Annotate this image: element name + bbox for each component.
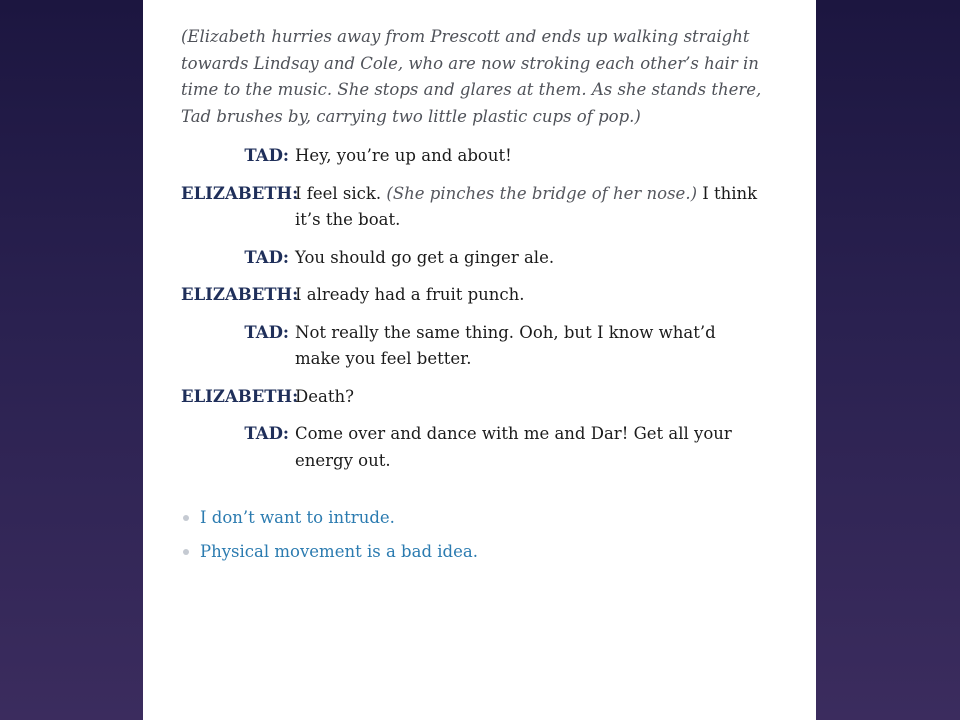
choice-link[interactable]: I don’t want to intrude. [200, 508, 395, 527]
speaker-name: TAD: [244, 247, 289, 267]
bullet-icon [183, 515, 189, 521]
speaker-name: TAD: [244, 146, 289, 165]
dialogue-block [181, 143, 781, 485]
speaker-name: TAD: [244, 424, 289, 443]
narration-text: (Elizabeth hurries away from Prescott and ends up walking straight towards Lindsay and Cole, who are now stroking each other’s hair in time to the music. She stops and glares at them. As she stands there, Tad brushes by, carrying two little plastic cups of pop.) [181, 27, 762, 126]
bullet-icon [183, 549, 189, 555]
dialogue-line [181, 245, 781, 272]
speech-text: Not really the same thing. Ooh, but I know what’d make you feel better. [295, 322, 716, 368]
speech-text: I already had a fruit punch. [295, 285, 525, 304]
speech-text-part: I think it’s the boat. [295, 183, 758, 229]
dialogue-line [181, 384, 781, 411]
speech-text: Hey, you’re up and about! [295, 146, 512, 165]
dialogue-line [181, 320, 781, 373]
speech-text: Come over and dance with me and Dar! Get all your energy out. [295, 424, 732, 470]
dialogue-line [181, 421, 781, 474]
speaker-name: TAD: [244, 322, 289, 342]
speaker-name: ELIZABETH: [181, 183, 299, 203]
choice-option[interactable] [181, 505, 478, 531]
choice-link[interactable]: Physical movement is a bad idea. [200, 542, 478, 561]
choice-option[interactable] [181, 539, 478, 565]
dialogue-line [181, 143, 781, 170]
choice-list [181, 505, 478, 573]
speech-text [295, 181, 765, 234]
stage-direction: (She pinches the bridge of her nose.) [386, 183, 698, 203]
speech-text: You should go get a ginger ale. [295, 247, 555, 267]
story-page [143, 0, 816, 720]
speech-text-part: I feel sick. [295, 183, 387, 203]
dialogue-line [181, 181, 781, 234]
speaker-name: ELIZABETH: [181, 285, 299, 304]
dialogue-line [181, 282, 781, 309]
speaker-name: ELIZABETH: [181, 386, 299, 406]
speech-text: Death? [295, 386, 354, 406]
